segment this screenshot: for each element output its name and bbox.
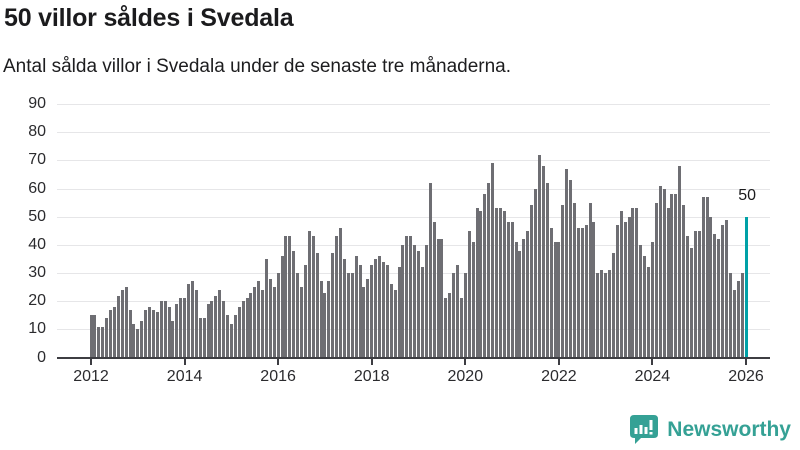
bar	[405, 236, 408, 357]
bar	[284, 236, 287, 357]
bar	[312, 236, 315, 357]
bar	[550, 228, 553, 358]
bar	[222, 301, 225, 357]
bar	[631, 208, 634, 357]
bar	[670, 194, 673, 357]
bar	[105, 318, 108, 357]
bar	[288, 236, 291, 357]
bar	[210, 301, 213, 357]
bar	[308, 231, 311, 358]
bar	[207, 304, 210, 358]
bar	[444, 298, 447, 357]
bar	[526, 231, 529, 358]
bar	[214, 296, 217, 358]
x-axis-tick-2022	[558, 359, 560, 365]
x-axis-label-2012: 2012	[73, 368, 109, 385]
bar	[359, 265, 362, 358]
bar	[331, 253, 334, 357]
bar	[573, 203, 576, 358]
gridline-90	[57, 104, 770, 105]
bar	[129, 310, 132, 358]
bar	[651, 242, 654, 358]
bar	[706, 197, 709, 358]
bar	[709, 217, 712, 358]
bar	[534, 189, 537, 358]
bar	[93, 315, 96, 357]
bar	[97, 327, 100, 358]
bar	[246, 298, 249, 357]
bar	[515, 242, 518, 358]
bar	[390, 284, 393, 357]
bar	[175, 304, 178, 358]
bar	[316, 253, 319, 357]
bar	[417, 251, 420, 358]
bar	[682, 205, 685, 357]
bar	[437, 239, 440, 357]
bar	[518, 251, 521, 358]
bar	[351, 273, 354, 358]
bar	[394, 290, 397, 358]
bar	[101, 327, 104, 358]
bar	[608, 270, 611, 357]
bar	[639, 245, 642, 358]
bar	[269, 279, 272, 358]
bar	[698, 231, 701, 358]
bar	[604, 273, 607, 358]
bar	[265, 259, 268, 358]
x-axis-tick-2026	[745, 359, 747, 365]
bar	[113, 307, 116, 358]
bar	[370, 265, 373, 358]
gridline-70	[57, 160, 770, 161]
bar	[125, 287, 128, 357]
bar	[386, 265, 389, 358]
bar	[542, 166, 545, 358]
bar	[160, 301, 163, 357]
bar	[433, 222, 436, 357]
bar	[421, 267, 424, 357]
bar	[168, 307, 171, 358]
bar	[483, 194, 486, 357]
x-axis-label-2018: 2018	[353, 368, 390, 385]
bar	[203, 318, 206, 357]
bar	[335, 236, 338, 357]
bar	[253, 287, 256, 357]
bar	[234, 315, 237, 357]
x-axis-tick-2016	[277, 359, 279, 365]
bar	[132, 324, 135, 358]
bar	[468, 231, 471, 358]
bar	[694, 231, 697, 358]
bar	[733, 290, 736, 358]
bar	[464, 273, 467, 358]
bar	[655, 203, 658, 358]
bar	[667, 208, 670, 357]
bar	[647, 267, 650, 357]
bar	[721, 225, 724, 357]
bar	[717, 239, 720, 357]
x-axis-label-2024: 2024	[634, 368, 671, 385]
y-axis-label-0: 0	[37, 348, 46, 366]
bar	[242, 301, 245, 357]
bar	[561, 205, 564, 357]
bar	[589, 203, 592, 358]
bar	[678, 166, 681, 358]
x-axis-label-2020: 2020	[447, 368, 484, 385]
newsworthy-logo-icon	[629, 414, 659, 445]
bar	[398, 267, 401, 357]
bar	[585, 225, 588, 357]
bar	[472, 242, 475, 358]
bar	[460, 298, 463, 357]
bar	[199, 318, 202, 357]
bar	[156, 312, 159, 357]
bar	[425, 245, 428, 358]
bar	[171, 321, 174, 358]
bar	[382, 262, 385, 358]
bar	[218, 290, 221, 358]
bar	[300, 287, 303, 357]
highlighted-bar	[745, 217, 748, 358]
last-bar-value-label: 50	[738, 187, 756, 204]
x-axis-tick-2014	[184, 359, 186, 365]
bar	[148, 307, 151, 358]
bar	[230, 324, 233, 358]
bar	[292, 251, 295, 358]
bar	[729, 273, 732, 358]
bar	[195, 290, 198, 358]
bar	[511, 222, 514, 357]
bar	[702, 197, 705, 358]
bar	[109, 310, 112, 358]
brand-name: Newsworthy	[667, 417, 791, 441]
bar	[429, 183, 432, 358]
y-axis-label-30: 30	[28, 264, 46, 281]
bar	[226, 315, 229, 357]
y-axis-label-50: 50	[28, 207, 46, 225]
bar	[347, 273, 350, 358]
bar	[238, 307, 241, 358]
bar	[713, 234, 716, 358]
x-axis-label-2022: 2022	[541, 368, 577, 385]
bar	[323, 293, 326, 358]
y-axis-label-10: 10	[28, 320, 46, 338]
bar	[183, 298, 186, 357]
bar	[628, 217, 631, 358]
bar	[273, 287, 276, 357]
bar	[257, 281, 260, 357]
bar	[686, 236, 689, 357]
bar	[374, 259, 377, 358]
bar	[401, 245, 404, 358]
bar	[249, 293, 252, 358]
y-axis-label-20: 20	[28, 292, 46, 310]
bar	[554, 242, 557, 358]
bar	[413, 245, 416, 358]
bar	[503, 211, 506, 358]
bar	[581, 228, 584, 358]
bar	[624, 222, 627, 357]
bar	[499, 208, 502, 357]
page-title: 50 villor såldes i Svedala	[4, 4, 294, 32]
bar	[452, 273, 455, 358]
bar	[522, 239, 525, 357]
y-axis-label-80: 80	[28, 123, 46, 141]
bar	[616, 225, 619, 357]
bar	[674, 194, 677, 357]
bar	[577, 228, 580, 358]
y-axis-label-60: 60	[28, 179, 46, 197]
x-axis-label-2014: 2014	[166, 368, 203, 385]
brand-footer[interactable]	[629, 414, 791, 445]
bar	[343, 259, 346, 358]
bar	[339, 228, 342, 358]
x-axis-tick-2012	[90, 359, 92, 365]
bar	[569, 180, 572, 358]
bar	[355, 256, 358, 357]
chart-subtitle: Antal sålda villor i Svedala under de senaste tre månaderna.	[3, 56, 512, 77]
bar	[635, 208, 638, 357]
bar	[121, 290, 124, 358]
bar	[152, 310, 155, 358]
bar	[320, 281, 323, 357]
bar	[612, 253, 615, 357]
bar	[479, 211, 482, 358]
bar	[440, 239, 443, 357]
bar	[191, 281, 194, 357]
bar	[557, 242, 560, 358]
bar	[144, 310, 147, 358]
bar	[327, 281, 330, 357]
x-axis-tick-2020	[464, 359, 466, 365]
bar	[507, 222, 510, 357]
bar	[487, 183, 490, 358]
bar	[261, 290, 264, 358]
bar	[164, 301, 167, 357]
x-axis-label-2016: 2016	[260, 368, 296, 385]
bar	[140, 321, 143, 358]
bar	[476, 208, 479, 357]
bar	[296, 273, 299, 358]
gridline-80	[57, 132, 770, 133]
bar	[546, 183, 549, 358]
bar	[362, 287, 365, 357]
bar	[448, 293, 451, 358]
bar	[741, 273, 744, 358]
bar	[409, 236, 412, 357]
bar	[592, 222, 595, 357]
x-axis-tick-2024	[651, 359, 653, 365]
bar	[663, 189, 666, 358]
bar	[90, 315, 93, 357]
bar	[530, 205, 533, 357]
y-axis-label-40: 40	[28, 235, 46, 253]
bar	[620, 211, 623, 358]
bar	[495, 208, 498, 357]
bar	[565, 169, 568, 358]
bar	[600, 270, 603, 357]
bar	[187, 284, 190, 357]
bar	[456, 265, 459, 358]
x-axis-line	[57, 357, 770, 359]
bar	[690, 248, 693, 358]
bar	[378, 256, 381, 357]
bar	[304, 265, 307, 358]
bar	[659, 186, 662, 358]
bar	[737, 281, 740, 357]
bar	[281, 256, 284, 357]
bar	[596, 273, 599, 358]
bar	[277, 273, 280, 358]
bar	[491, 163, 494, 357]
bar	[179, 298, 182, 357]
y-axis-label-90: 90	[28, 95, 46, 112]
bar	[136, 329, 139, 357]
bar	[366, 279, 369, 358]
bar	[117, 296, 120, 358]
x-axis-tick-2018	[371, 359, 373, 365]
x-axis-label-2026: 2026	[728, 368, 764, 385]
bar	[643, 256, 646, 357]
bar	[725, 220, 728, 358]
bar	[538, 155, 541, 358]
y-axis-label-70: 70	[28, 151, 46, 169]
